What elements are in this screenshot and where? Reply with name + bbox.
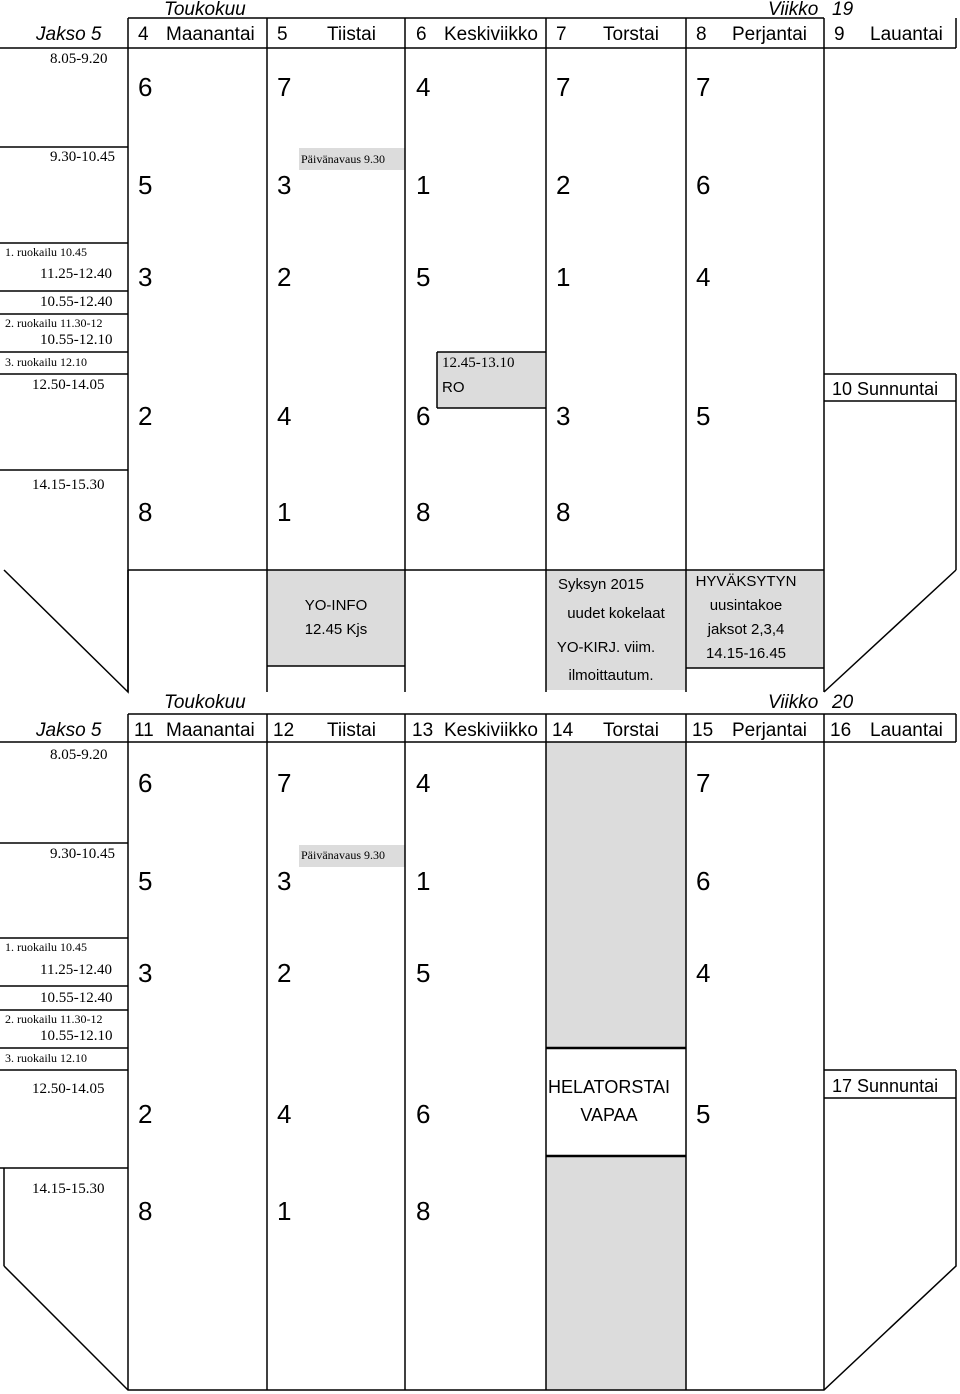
- w19-day-name-2: Tiistai: [327, 24, 376, 45]
- w20-week-number: 20: [832, 692, 854, 713]
- w19-slot-mon-3: 3: [138, 262, 153, 292]
- w19-lunch-2: 2. ruokailu 11.30-12: [5, 316, 103, 330]
- w20-day-name-4: Torstai: [603, 720, 659, 741]
- w19-month: Toukokuu: [164, 0, 246, 20]
- w20-month: Toukokuu: [164, 692, 246, 713]
- w19-slot-wed-4: 6: [416, 401, 431, 431]
- w20-time-3b: 10.55-12.40: [40, 990, 113, 1006]
- w19-week-label: Viikko: [768, 0, 819, 20]
- w20-slot-mon-1: 6: [138, 768, 153, 798]
- w20-time-3c: 10.55-12.10: [40, 1028, 113, 1044]
- w19-time-1: 8.05-9.20: [50, 51, 108, 67]
- w19-hyv-line4: 14.15-16.45: [705, 645, 787, 662]
- w20-slot-wed-4: 6: [416, 1099, 431, 1129]
- w20-day-num-3: 13: [412, 720, 434, 741]
- w19-week-number: 19: [832, 0, 854, 20]
- w20-lunch-2: 2. ruokailu 11.30-12: [5, 1012, 103, 1026]
- w19-time-3a: 11.25-12.40: [40, 266, 112, 282]
- w19-time-5: 14.15-15.30: [32, 477, 105, 493]
- w20-slot-wed-2: 1: [416, 866, 431, 896]
- w20-week-label: Viikko: [768, 692, 819, 713]
- w19-hyv-line2: uusintakoe: [709, 597, 783, 614]
- w20-holiday-line2: VAPAA: [580, 1105, 638, 1125]
- w19-yoinfo-line1: YO-INFO: [304, 597, 368, 614]
- w19-period: Jakso 5: [36, 24, 102, 45]
- w19-day-num-3: 6: [416, 24, 427, 45]
- w20-slot-wed-5: 8: [416, 1196, 431, 1226]
- w19-slot-mon-4: 2: [138, 401, 153, 431]
- w19-hyv-line3: jaksot 2,3,4: [707, 621, 785, 638]
- w19-slot-wed-5: 8: [416, 497, 431, 527]
- w20-slot-wed-1: 4: [416, 768, 431, 798]
- w19-slot-mon-5: 8: [138, 497, 153, 527]
- w20-day-name-1: Maanantai: [166, 720, 255, 741]
- w19-sunday: 10 Sunnuntai: [832, 379, 939, 399]
- w19-time-4: 12.50-14.05: [32, 377, 105, 393]
- w19-syksy-line3: YO-KIRJ. viim.: [556, 639, 656, 656]
- w19-paivanavaus-note: Päivänavaus 9.30: [301, 152, 385, 166]
- w20-slot-tue-1: 7: [277, 768, 292, 798]
- w20-slot-mon-4: 2: [138, 1099, 153, 1129]
- w19-ro-label: RO: [442, 379, 465, 396]
- w19-day-name-1: Maanantai: [166, 24, 255, 45]
- w20-day-name-2: Tiistai: [327, 720, 376, 741]
- w20-slot-mon-2: 5: [138, 866, 153, 896]
- w19-ro-time: 12.45-13.10: [442, 355, 515, 371]
- w20-day-num-6: 16: [830, 720, 852, 741]
- w20-lunch-3: 3. ruokailu 12.10: [5, 1051, 87, 1065]
- w19-day-num-5: 8: [696, 24, 707, 45]
- w19-slot-tue-3: 2: [277, 262, 292, 292]
- w19-lunch-1: 1. ruokailu 10.45: [5, 245, 87, 259]
- w20-slot-fri-1: 7: [696, 768, 711, 798]
- w19-slot-wed-2: 1: [416, 170, 431, 200]
- w20-sunday: 17 Sunnuntai: [832, 1076, 939, 1096]
- w20-lunch-1: 1. ruokailu 10.45: [5, 940, 87, 954]
- w20-slot-fri-3: 4: [696, 958, 711, 988]
- w20-slot-fri-4: 5: [696, 1099, 711, 1129]
- w19-time-2: 9.30-10.45: [50, 149, 115, 165]
- w19-yoinfo-line2: 12.45 Kjs: [304, 621, 368, 638]
- w19-syksy-line2: uudet kokelaat: [567, 605, 665, 622]
- w19-slot-fri-2: 6: [696, 170, 711, 200]
- w20-day-name-6: Lauantai: [870, 720, 943, 741]
- w19-day-num-2: 5: [277, 24, 288, 45]
- w20-time-5: 14.15-15.30: [32, 1181, 105, 1197]
- w19-slot-tue-5: 1: [277, 497, 292, 527]
- w20-slot-fri-2: 6: [696, 866, 711, 896]
- w19-slot-mon-1: 6: [138, 72, 153, 102]
- w20-day-num-2: 12: [273, 720, 295, 741]
- w20-time-4: 12.50-14.05: [32, 1081, 105, 1097]
- w19-syksy-line1: Syksyn 2015: [558, 576, 644, 593]
- w20-slot-mon-3: 3: [138, 958, 153, 988]
- w19-day-name-5: Perjantai: [732, 24, 807, 45]
- w20-slot-tue-2: 3: [277, 866, 292, 896]
- w20-time-1: 8.05-9.20: [50, 747, 108, 763]
- w20-period: Jakso 5: [36, 720, 102, 741]
- w20-time-2: 9.30-10.45: [50, 846, 115, 862]
- w19-day-name-6: Lauantai: [870, 24, 943, 45]
- w20-day-name-3: Keskiviikko: [444, 720, 538, 741]
- w19-slot-fri-3: 4: [696, 262, 711, 292]
- w20-time-3a: 11.25-12.40: [40, 962, 112, 978]
- w19-day-name-4: Torstai: [603, 24, 659, 45]
- w20-day-num-1: 11: [134, 720, 154, 741]
- w19-lunch-3: 3. ruokailu 12.10: [5, 355, 87, 369]
- w20-paivanavaus-note: Päivänavaus 9.30: [301, 848, 385, 862]
- w19-hyv-line1: HYVÄKSYTYN: [695, 573, 797, 590]
- w20-day-num-5: 15: [692, 720, 714, 741]
- w20-day-name-5: Perjantai: [732, 720, 807, 741]
- w20-slot-wed-3: 5: [416, 958, 431, 988]
- w19-slot-thu-4: 3: [556, 401, 571, 431]
- w20-slot-tue-4: 4: [277, 1099, 292, 1129]
- w19-slot-thu-2: 2: [556, 170, 571, 200]
- w19-slot-thu-5: 8: [556, 497, 571, 527]
- w19-slot-wed-1: 4: [416, 72, 431, 102]
- w19-day-num-4: 7: [556, 24, 567, 45]
- w19-day-num-6: 9: [834, 24, 845, 45]
- w19-time-3c: 10.55-12.10: [40, 332, 113, 348]
- w19-time-3b: 10.55-12.40: [40, 294, 113, 310]
- w19-slot-wed-3: 5: [416, 262, 431, 292]
- w20-holiday-line1: HELATORSTAI: [547, 1077, 671, 1097]
- w20-slot-tue-3: 2: [277, 958, 292, 988]
- w20-slot-mon-5: 8: [138, 1196, 153, 1226]
- w19-slot-thu-1: 7: [556, 72, 571, 102]
- w19-day-num-1: 4: [138, 24, 149, 45]
- w19-syksy-line4: ilmoittautum.: [568, 667, 654, 684]
- w19-slot-fri-4: 5: [696, 401, 711, 431]
- w19-slot-mon-2: 5: [138, 170, 153, 200]
- w19-slot-tue-2: 3: [277, 170, 292, 200]
- w19-slot-thu-3: 1: [556, 262, 571, 292]
- w19-slot-fri-1: 7: [696, 72, 711, 102]
- w20-slot-tue-5: 1: [277, 1196, 292, 1226]
- w19-slot-tue-1: 7: [277, 72, 292, 102]
- w19-day-name-3: Keskiviikko: [444, 24, 538, 45]
- w19-slot-tue-4: 4: [277, 401, 292, 431]
- w20-day-num-4: 14: [552, 720, 574, 741]
